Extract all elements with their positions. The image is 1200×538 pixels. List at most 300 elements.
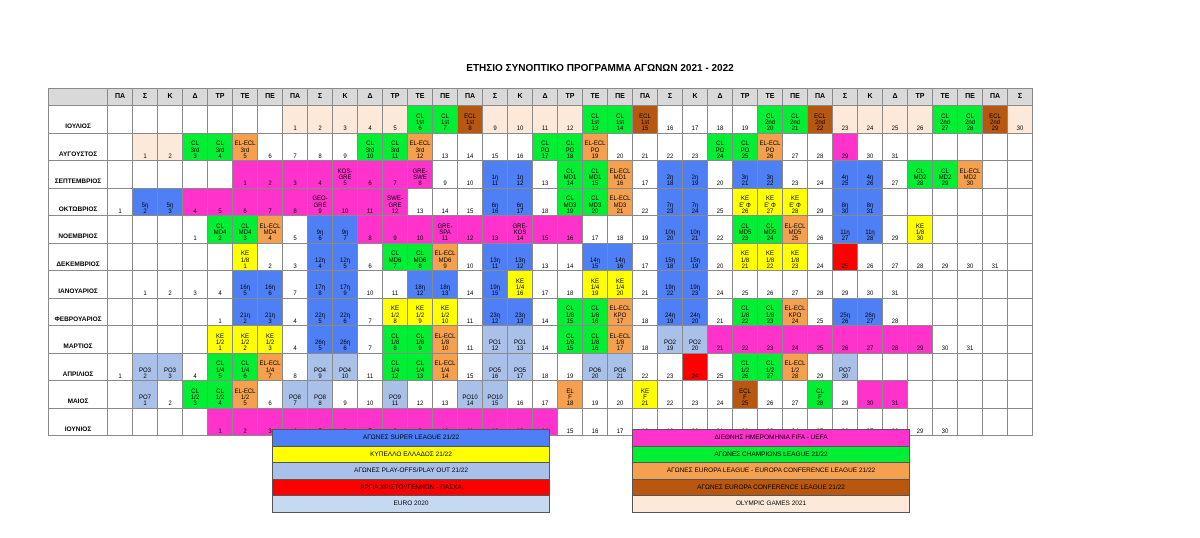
day-number: 27 bbox=[791, 401, 799, 408]
day-cell bbox=[808, 133, 833, 161]
day-number: 13 bbox=[416, 208, 424, 215]
day-number: 18 bbox=[566, 401, 574, 408]
event-label: 5η bbox=[166, 202, 174, 209]
day-cell bbox=[733, 161, 758, 189]
event-label: 21η bbox=[264, 312, 275, 319]
day-number: 3 bbox=[343, 126, 347, 133]
day-number: 18 bbox=[641, 318, 649, 325]
event-label: 1/2 bbox=[765, 367, 775, 374]
event-label: 1/8 bbox=[240, 257, 250, 264]
day-cell bbox=[208, 216, 233, 244]
day-number: 19 bbox=[691, 263, 699, 270]
day-cell bbox=[383, 381, 408, 409]
event-label: EL-ECL bbox=[759, 141, 781, 148]
day-number: 28 bbox=[916, 263, 924, 270]
empty-cell bbox=[983, 353, 1008, 381]
day-cell bbox=[308, 271, 333, 299]
day-number: 27 bbox=[766, 208, 774, 215]
event-label: 26η bbox=[314, 340, 325, 347]
day-cell bbox=[808, 106, 833, 134]
day-number: 14 bbox=[541, 318, 549, 325]
month-name: ΜΑΡΤΙΟΣ bbox=[49, 326, 108, 354]
day-number: 4 bbox=[218, 291, 222, 298]
day-number: 8 bbox=[368, 236, 372, 243]
day-cell bbox=[633, 133, 658, 161]
day-number: 24 bbox=[716, 153, 724, 160]
day-cell bbox=[583, 188, 608, 216]
event-label: EL-ECL bbox=[259, 361, 281, 368]
day-cell bbox=[833, 188, 858, 216]
day-number: 25 bbox=[841, 263, 849, 270]
event-label: 13η bbox=[514, 257, 525, 264]
day-number: 5 bbox=[243, 401, 247, 408]
day-cell bbox=[308, 353, 333, 381]
day-number: 7 bbox=[268, 373, 272, 380]
day-number: 10 bbox=[441, 346, 449, 353]
month-row bbox=[49, 243, 1033, 271]
event-label: 19η bbox=[689, 285, 700, 292]
day-cell bbox=[433, 106, 458, 134]
day-cell bbox=[433, 271, 458, 299]
weekday-header: Σ bbox=[483, 89, 508, 106]
day-cell bbox=[933, 408, 958, 436]
day-number: 27 bbox=[941, 126, 949, 133]
event-label: Ε' Φ bbox=[789, 202, 801, 209]
empty-cell bbox=[908, 271, 933, 299]
day-cell bbox=[483, 106, 508, 134]
month-row bbox=[49, 133, 1033, 161]
event-label: CL bbox=[391, 251, 399, 258]
event-label: 21η bbox=[239, 312, 250, 319]
header-corner bbox=[49, 89, 108, 106]
event-label: 3rd bbox=[190, 147, 200, 154]
empty-cell bbox=[108, 298, 133, 326]
day-cell bbox=[308, 381, 333, 409]
event-label: GRE bbox=[313, 202, 327, 209]
day-number: 25 bbox=[816, 346, 824, 353]
day-number: 12 bbox=[516, 181, 524, 188]
day-number: 15 bbox=[566, 428, 574, 435]
event-label: 1st bbox=[415, 120, 424, 127]
event-label: Ε' Φ bbox=[764, 202, 776, 209]
day-number: 5 bbox=[218, 208, 222, 215]
day-number: 28 bbox=[891, 318, 899, 325]
event-label: MD5 bbox=[788, 230, 802, 237]
day-number: 8 bbox=[318, 153, 322, 160]
day-number: 26 bbox=[866, 181, 874, 188]
day-number: 1 bbox=[143, 153, 147, 160]
day-cell bbox=[633, 216, 658, 244]
day-number: 5 bbox=[243, 291, 247, 298]
day-number: 14 bbox=[566, 181, 574, 188]
day-number: 22 bbox=[741, 318, 749, 325]
day-number: 30 bbox=[866, 291, 874, 298]
day-number: 20 bbox=[616, 401, 624, 408]
day-number: 8 bbox=[468, 126, 472, 133]
day-number: 13 bbox=[591, 126, 599, 133]
empty-cell bbox=[958, 133, 983, 161]
empty-cell bbox=[983, 271, 1008, 299]
day-cell bbox=[883, 271, 908, 299]
day-number: 2 bbox=[318, 126, 322, 133]
day-number: 26 bbox=[866, 263, 874, 270]
month-row bbox=[49, 298, 1033, 326]
day-cell bbox=[458, 216, 483, 244]
day-number: 15 bbox=[566, 318, 574, 325]
event-label: KE bbox=[215, 333, 224, 340]
day-cell bbox=[608, 408, 633, 436]
day-cell bbox=[708, 381, 733, 409]
event-label: MD3 bbox=[588, 202, 602, 209]
day-cell bbox=[758, 216, 783, 244]
event-label: MD6 bbox=[438, 257, 452, 264]
event-label: MD6 bbox=[413, 257, 427, 264]
day-cell bbox=[833, 133, 858, 161]
day-cell bbox=[283, 133, 308, 161]
empty-cell bbox=[958, 408, 983, 436]
day-number: 24 bbox=[691, 208, 699, 215]
day-cell bbox=[208, 188, 233, 216]
day-cell bbox=[583, 381, 608, 409]
day-number: 20 bbox=[666, 236, 674, 243]
legend-item: ΑΓΩΝΕΣ PLAY-OFFS/PLAY OUT 21/22 bbox=[273, 463, 549, 480]
event-label: PO4 bbox=[313, 367, 326, 374]
day-cell bbox=[833, 243, 858, 271]
day-number: 28 bbox=[966, 126, 974, 133]
day-number: 2 bbox=[268, 263, 272, 270]
day-number: 17 bbox=[541, 291, 549, 298]
day-number: 21 bbox=[716, 346, 724, 353]
day-cell bbox=[683, 216, 708, 244]
day-number: 10 bbox=[466, 263, 474, 270]
day-cell bbox=[258, 298, 283, 326]
day-cell bbox=[258, 188, 283, 216]
event-label: 6η bbox=[516, 202, 524, 209]
day-number: 22 bbox=[716, 236, 724, 243]
day-cell bbox=[133, 271, 158, 299]
day-number: 3 bbox=[193, 153, 197, 160]
weekday-header: Δ bbox=[708, 89, 733, 106]
day-number: 2 bbox=[168, 291, 172, 298]
day-cell bbox=[783, 271, 808, 299]
day-number: 4 bbox=[193, 208, 197, 215]
day-number: 24 bbox=[691, 373, 699, 380]
day-number: 20 bbox=[591, 373, 599, 380]
event-label: MD3 bbox=[563, 202, 577, 209]
event-label: 17η bbox=[339, 285, 350, 292]
event-label: EL-ECL bbox=[234, 141, 256, 148]
empty-cell bbox=[933, 216, 958, 244]
day-number: 24 bbox=[716, 291, 724, 298]
empty-cell bbox=[908, 381, 933, 409]
day-number: 29 bbox=[841, 401, 849, 408]
day-cell bbox=[133, 381, 158, 409]
event-label: 9η bbox=[316, 230, 324, 237]
day-number: 26 bbox=[816, 236, 824, 243]
day-cell bbox=[283, 298, 308, 326]
day-cell bbox=[408, 106, 433, 134]
day-number: 21 bbox=[641, 153, 649, 160]
empty-cell bbox=[133, 243, 158, 271]
day-number: 23 bbox=[841, 126, 849, 133]
weekday-header: ΤΕ bbox=[233, 89, 258, 106]
empty-cell bbox=[958, 381, 983, 409]
day-cell bbox=[658, 243, 683, 271]
day-number: 15 bbox=[491, 401, 499, 408]
day-cell bbox=[433, 353, 458, 381]
day-cell bbox=[758, 106, 783, 134]
empty-cell bbox=[108, 326, 133, 354]
month-row bbox=[49, 271, 1033, 299]
day-cell bbox=[283, 161, 308, 189]
empty-cell bbox=[158, 106, 183, 134]
day-number: 13 bbox=[516, 318, 524, 325]
day-number: 6 bbox=[343, 318, 347, 325]
month-row bbox=[49, 188, 1033, 216]
day-number: 10 bbox=[366, 291, 374, 298]
day-cell bbox=[333, 326, 358, 354]
event-label: 2η bbox=[666, 175, 674, 182]
event-label: 5η bbox=[141, 202, 149, 209]
day-number: 24 bbox=[866, 126, 874, 133]
event-label: 1/4 bbox=[440, 367, 450, 374]
month-name: ΣΕΠΤΕΜΒΡΙΟΣ bbox=[49, 161, 108, 189]
day-number: 29 bbox=[816, 373, 824, 380]
day-number: 19 bbox=[566, 208, 574, 215]
event-label: CL bbox=[241, 361, 249, 368]
day-number: 6 bbox=[243, 373, 247, 380]
day-cell bbox=[683, 133, 708, 161]
event-label: CL bbox=[966, 113, 974, 120]
day-cell bbox=[283, 106, 308, 134]
day-cell bbox=[908, 216, 933, 244]
empty-cell bbox=[933, 133, 958, 161]
event-label: EL-ECL bbox=[259, 223, 281, 230]
day-number: 30 bbox=[966, 263, 974, 270]
day-cell bbox=[358, 188, 383, 216]
empty-cell bbox=[108, 408, 133, 436]
empty-cell bbox=[1008, 381, 1033, 409]
day-cell bbox=[733, 381, 758, 409]
event-label: EL-ECL bbox=[609, 306, 631, 313]
empty-cell bbox=[183, 298, 208, 326]
event-label: KE bbox=[590, 278, 599, 285]
day-cell bbox=[833, 161, 858, 189]
day-cell bbox=[533, 243, 558, 271]
day-number: 20 bbox=[716, 181, 724, 188]
day-number: 10 bbox=[466, 181, 474, 188]
day-number: 30 bbox=[866, 153, 874, 160]
day-number: 9 bbox=[343, 401, 347, 408]
day-number: 9 bbox=[343, 153, 347, 160]
event-label: CL bbox=[566, 196, 574, 203]
day-number: 11 bbox=[391, 291, 399, 298]
event-label: PO2 bbox=[663, 340, 676, 347]
day-number: 2 bbox=[168, 153, 172, 160]
day-cell bbox=[308, 243, 333, 271]
day-number: 3 bbox=[168, 373, 172, 380]
event-label: CL bbox=[391, 333, 399, 340]
day-cell bbox=[608, 353, 633, 381]
day-number: 13 bbox=[441, 401, 449, 408]
day-cell bbox=[658, 216, 683, 244]
day-cell bbox=[808, 298, 833, 326]
event-label: 4η bbox=[841, 175, 849, 182]
day-cell bbox=[658, 353, 683, 381]
event-label: KE bbox=[440, 306, 449, 313]
day-cell bbox=[558, 133, 583, 161]
event-label: EL-ECL bbox=[784, 223, 806, 230]
day-number: 14 bbox=[466, 401, 474, 408]
event-label: PO3 bbox=[163, 367, 176, 374]
day-cell bbox=[533, 106, 558, 134]
day-number: 19 bbox=[741, 126, 749, 133]
day-cell bbox=[783, 298, 808, 326]
day-cell bbox=[208, 133, 233, 161]
day-number: 29 bbox=[991, 126, 999, 133]
day-cell bbox=[208, 298, 233, 326]
day-cell bbox=[133, 353, 158, 381]
weekday-header: Δ bbox=[183, 89, 208, 106]
day-cell bbox=[808, 353, 833, 381]
day-cell bbox=[908, 106, 933, 134]
event-label: KE bbox=[740, 196, 749, 203]
event-label: 3rd bbox=[215, 147, 225, 154]
day-cell bbox=[458, 243, 483, 271]
event-label: 18η bbox=[414, 285, 425, 292]
day-number: 20 bbox=[591, 208, 599, 215]
day-cell bbox=[658, 298, 683, 326]
event-label: CL bbox=[191, 388, 199, 395]
day-number: 23 bbox=[766, 318, 774, 325]
day-cell bbox=[483, 353, 508, 381]
day-cell bbox=[533, 326, 558, 354]
event-label: 1/8 bbox=[740, 257, 750, 264]
event-label: 10η bbox=[664, 230, 675, 237]
event-label: 1st bbox=[640, 120, 649, 127]
event-label: MD5 bbox=[738, 230, 752, 237]
weekday-header: Σ bbox=[133, 89, 158, 106]
legend-item: OLYMPIC GAMES 2021 bbox=[633, 496, 909, 512]
day-number: 13 bbox=[416, 373, 424, 380]
day-cell bbox=[833, 326, 858, 354]
month-name: ΑΠΡΙΛΙΟΣ bbox=[49, 353, 108, 381]
day-cell bbox=[383, 161, 408, 189]
legend-right bbox=[632, 429, 910, 513]
day-cell bbox=[583, 216, 608, 244]
event-label: SWE- bbox=[387, 196, 403, 203]
weekday-header: ΠΕ bbox=[258, 89, 283, 106]
day-cell bbox=[158, 133, 183, 161]
event-label: PO bbox=[740, 147, 750, 154]
day-cell bbox=[408, 353, 433, 381]
day-cell bbox=[583, 271, 608, 299]
day-cell bbox=[783, 243, 808, 271]
day-cell bbox=[883, 161, 908, 189]
day-cell bbox=[508, 381, 533, 409]
day-number: 31 bbox=[891, 153, 899, 160]
day-cell bbox=[658, 161, 683, 189]
event-label: ECL bbox=[639, 113, 651, 120]
day-number: 3 bbox=[268, 346, 272, 353]
day-cell bbox=[558, 161, 583, 189]
event-label: 16η bbox=[264, 285, 275, 292]
day-cell bbox=[383, 216, 408, 244]
weekday-header: Σ bbox=[308, 89, 333, 106]
empty-cell bbox=[1008, 216, 1033, 244]
event-label: CL bbox=[741, 361, 749, 368]
event-label: GRE- bbox=[412, 168, 428, 175]
day-number: 10 bbox=[516, 126, 524, 133]
event-label: PO4 bbox=[338, 367, 351, 374]
event-label: CL bbox=[716, 141, 724, 148]
empty-cell bbox=[133, 408, 158, 436]
day-number: 23 bbox=[666, 373, 674, 380]
day-cell bbox=[408, 271, 433, 299]
day-cell bbox=[433, 381, 458, 409]
day-cell bbox=[233, 326, 258, 354]
day-number: 9 bbox=[318, 208, 322, 215]
day-cell bbox=[608, 188, 633, 216]
day-cell bbox=[333, 353, 358, 381]
day-cell bbox=[458, 188, 483, 216]
event-label: CL bbox=[766, 223, 774, 230]
event-label: 3rd bbox=[240, 147, 250, 154]
weekday-header: ΠΑ bbox=[633, 89, 658, 106]
day-number: 13 bbox=[491, 236, 499, 243]
day-cell bbox=[783, 133, 808, 161]
day-number: 16 bbox=[616, 263, 624, 270]
empty-cell bbox=[133, 216, 158, 244]
empty-cell bbox=[983, 216, 1008, 244]
day-number: 25 bbox=[741, 291, 749, 298]
event-label: 1/2 bbox=[265, 340, 275, 347]
day-cell bbox=[858, 188, 883, 216]
day-cell bbox=[283, 243, 308, 271]
event-label: PO9 bbox=[388, 395, 401, 402]
event-label: CL bbox=[566, 141, 574, 148]
day-number: 14 bbox=[541, 346, 549, 353]
day-cell bbox=[508, 216, 533, 244]
event-label: 4η bbox=[866, 175, 874, 182]
day-cell bbox=[483, 133, 508, 161]
day-number: 7 bbox=[368, 346, 372, 353]
day-number: 11 bbox=[466, 318, 474, 325]
event-label: CL bbox=[566, 333, 574, 340]
event-label: KE bbox=[415, 306, 424, 313]
day-cell bbox=[558, 243, 583, 271]
day-cell bbox=[833, 381, 858, 409]
day-number: 8 bbox=[293, 208, 297, 215]
legend-item: ΑΓΩΝΕΣ SUPER LEAGUE 21/22 bbox=[273, 430, 549, 447]
empty-cell bbox=[1008, 243, 1033, 271]
day-number: 22 bbox=[766, 263, 774, 270]
day-number: 9 bbox=[493, 126, 497, 133]
day-cell bbox=[558, 298, 583, 326]
day-number: 21 bbox=[791, 126, 799, 133]
day-cell bbox=[258, 353, 283, 381]
day-number: 23 bbox=[741, 236, 749, 243]
event-label: MD6 bbox=[388, 257, 402, 264]
day-number: 2 bbox=[243, 428, 247, 435]
legend-left bbox=[272, 429, 550, 513]
event-label: GRE bbox=[338, 175, 352, 182]
day-cell bbox=[833, 298, 858, 326]
day-cell bbox=[158, 271, 183, 299]
day-number: 26 bbox=[766, 401, 774, 408]
day-cell bbox=[233, 271, 258, 299]
day-cell bbox=[683, 271, 708, 299]
